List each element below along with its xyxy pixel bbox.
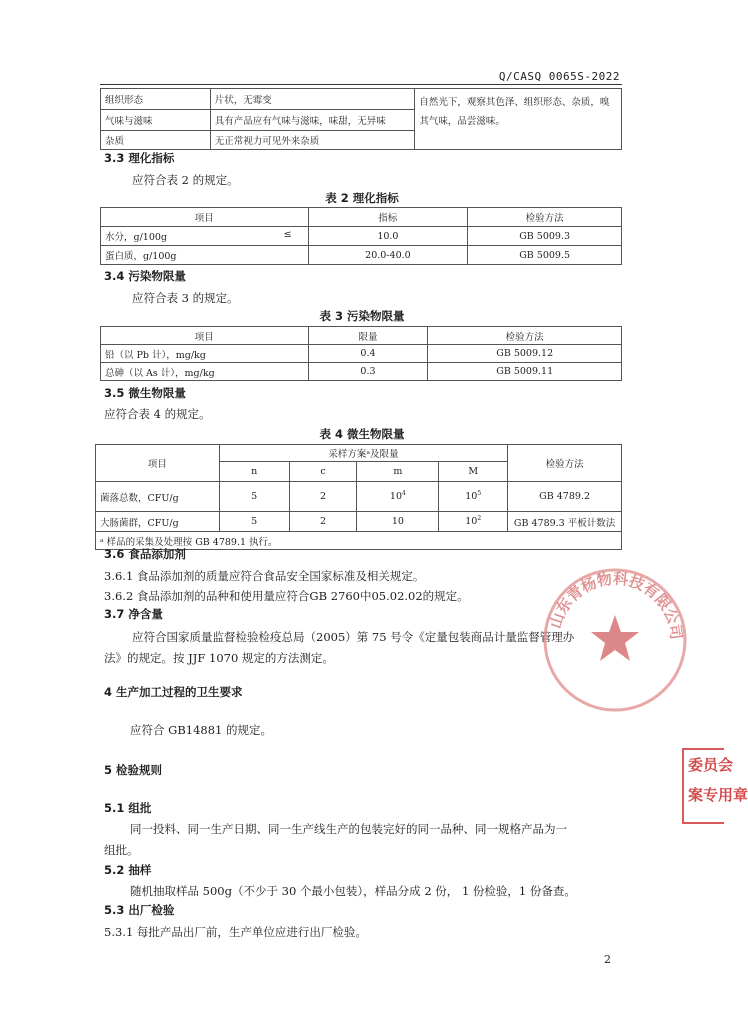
stamp-text: 委员会 bbox=[688, 756, 734, 774]
section-heading: 3.3 理化指标 bbox=[104, 151, 175, 165]
table-cell: 20.0-40.0 bbox=[308, 246, 468, 265]
table-cell: GB 5009.5 bbox=[468, 246, 622, 265]
table-cell: 蛋白质，g/100g bbox=[101, 246, 309, 265]
section-heading: 3.5 微生物限量 bbox=[104, 386, 186, 400]
table-cell: 铅（以 Pb 计），mg/kg bbox=[101, 345, 309, 363]
table-caption: 表 3 污染物限量 bbox=[319, 309, 405, 323]
paragraph: 组批。 bbox=[104, 843, 139, 857]
cell-symbol: ≤ bbox=[283, 229, 292, 240]
table-cell: 组织形态 bbox=[101, 89, 211, 110]
cell-text: 10 bbox=[465, 491, 478, 503]
table-header: n bbox=[219, 462, 289, 482]
table-header: 项目 bbox=[96, 445, 220, 482]
table-cell: 5 bbox=[219, 512, 289, 532]
table-cell: 杂质 bbox=[101, 131, 211, 150]
section-heading: 5 检验规则 bbox=[104, 763, 163, 777]
table-cell: 具有产品应有气味与滋味，味甜，无异味 bbox=[210, 110, 415, 131]
cell-text: 10 bbox=[391, 516, 404, 528]
cell-text: 水分，g/100g bbox=[105, 232, 167, 243]
table-cell: GB 5009.12 bbox=[428, 345, 622, 363]
table-caption: 表 2 理化指标 bbox=[325, 191, 399, 205]
table-header: 采样方案ᵃ及限量 bbox=[219, 445, 507, 462]
paragraph: 同一投料、同一生产日期、同一生产线生产的包装完好的同一品种、同一规格产品为一 bbox=[130, 822, 567, 836]
table-header: 检验方法 bbox=[468, 208, 622, 227]
table-cell bbox=[357, 482, 439, 512]
table-cell: 菌落总数，CFU/g bbox=[96, 482, 220, 512]
table-4 bbox=[95, 444, 622, 550]
table-cell bbox=[101, 227, 309, 246]
table-header: 指标 bbox=[308, 208, 468, 227]
table-header: 项目 bbox=[101, 327, 309, 345]
cell-exponent: 5 bbox=[477, 490, 482, 498]
table-header: 限量 bbox=[308, 327, 428, 345]
table-cell: 10.0 bbox=[308, 227, 468, 246]
paragraph: 3.6.1 食品添加剂的质量应符合食品安全国家标准及相关规定。 bbox=[104, 569, 425, 583]
company-seal bbox=[540, 565, 690, 715]
section-heading: 5.3 出厂检验 bbox=[104, 903, 175, 917]
header-rule bbox=[100, 84, 622, 85]
paragraph: 应符合表 4 的规定。 bbox=[104, 407, 211, 421]
paragraph: 应符合国家质量监督检验检疫总局（2005）第 75 号令《定量包装商品计量监督管理办 bbox=[132, 630, 575, 644]
section-heading: 5.2 抽样 bbox=[104, 863, 152, 877]
section-heading: 3.4 污染物限量 bbox=[104, 269, 186, 283]
paragraph: 法》的规定。按 JJF 1070 规定的方法测定。 bbox=[104, 651, 334, 665]
sensory-table-continued bbox=[100, 88, 622, 150]
table-2 bbox=[100, 207, 622, 265]
cell-exponent: 2 bbox=[477, 515, 482, 523]
table-cell: 0.3 bbox=[308, 363, 428, 381]
paragraph: 随机抽取样品 500g（不少于 30 个最小包装），样品分成 2 份， 1 份检验，1 份备查。 bbox=[130, 884, 576, 898]
seal-text: 山东青杨物科技有限公司 bbox=[546, 569, 686, 641]
table-cell: 总砷（以 As 计），mg/kg bbox=[101, 363, 309, 381]
paragraph: 应符合表 2 的规定。 bbox=[132, 173, 239, 187]
section-heading: 4 生产加工过程的卫生要求 bbox=[104, 685, 243, 699]
table-cell bbox=[439, 512, 508, 532]
table-cell bbox=[357, 512, 439, 532]
table-cell: 2 bbox=[289, 482, 357, 512]
table-cell: 5 bbox=[219, 482, 289, 512]
table-cell: 无正常视力可见外来杂质 bbox=[210, 131, 415, 150]
seal-star-icon bbox=[591, 615, 639, 661]
table-cell: GB 5009.11 bbox=[428, 363, 622, 381]
table-cell bbox=[439, 482, 508, 512]
table-header: 项目 bbox=[101, 208, 309, 227]
section-heading: 3.7 净含量 bbox=[104, 607, 163, 621]
table-cell: 0.4 bbox=[308, 345, 428, 363]
section-heading: 3.6 食品添加剂 bbox=[104, 547, 186, 561]
table-3 bbox=[100, 326, 622, 381]
paragraph: 应符合 GB14881 的规定。 bbox=[130, 723, 273, 737]
table-header: c bbox=[289, 462, 357, 482]
page-number: 2 bbox=[604, 953, 611, 966]
paragraph: 5.3.1 每批产品出厂前，生产单位应进行出厂检验。 bbox=[104, 925, 367, 939]
table-header: 检验方法 bbox=[428, 327, 622, 345]
table-caption: 表 4 微生物限量 bbox=[319, 427, 405, 441]
paragraph: 应符合表 3 的规定。 bbox=[132, 291, 239, 305]
table-header: m bbox=[357, 462, 439, 482]
paragraph: 3.6.2 食品添加剂的品种和使用量应符合GB 2760中05.02.02的规定。 bbox=[104, 589, 469, 603]
section-heading: 5.1 组批 bbox=[104, 801, 152, 815]
table-header: 检验方法 bbox=[508, 445, 622, 482]
filing-stamp bbox=[682, 748, 748, 824]
cell-text: 10 bbox=[389, 491, 402, 503]
table-cell: 2 bbox=[289, 512, 357, 532]
table-cell: GB 5009.3 bbox=[468, 227, 622, 246]
table-cell: GB 4789.3 平板计数法 bbox=[508, 512, 622, 532]
cell-text: 10 bbox=[465, 516, 478, 528]
table-cell: GB 4789.2 bbox=[508, 482, 622, 512]
table-footnote: ᵃ 样品的采集及处理按 GB 4789.1 执行。 bbox=[96, 532, 622, 550]
table-cell: 气味与滋味 bbox=[101, 110, 211, 131]
standard-code: Q/CASQ 0065S-2022 bbox=[498, 70, 620, 83]
table-cell: 自然光下，观察其色泽、组织形态、杂质，嗅其气味，品尝滋味。 bbox=[415, 89, 622, 150]
table-cell: 片状，无霉变 bbox=[210, 89, 415, 110]
table-cell: 大肠菌群，CFU/g bbox=[96, 512, 220, 532]
table-header: M bbox=[439, 462, 508, 482]
cell-exponent: 4 bbox=[402, 490, 406, 498]
stamp-text: 案专用章 bbox=[688, 786, 748, 804]
